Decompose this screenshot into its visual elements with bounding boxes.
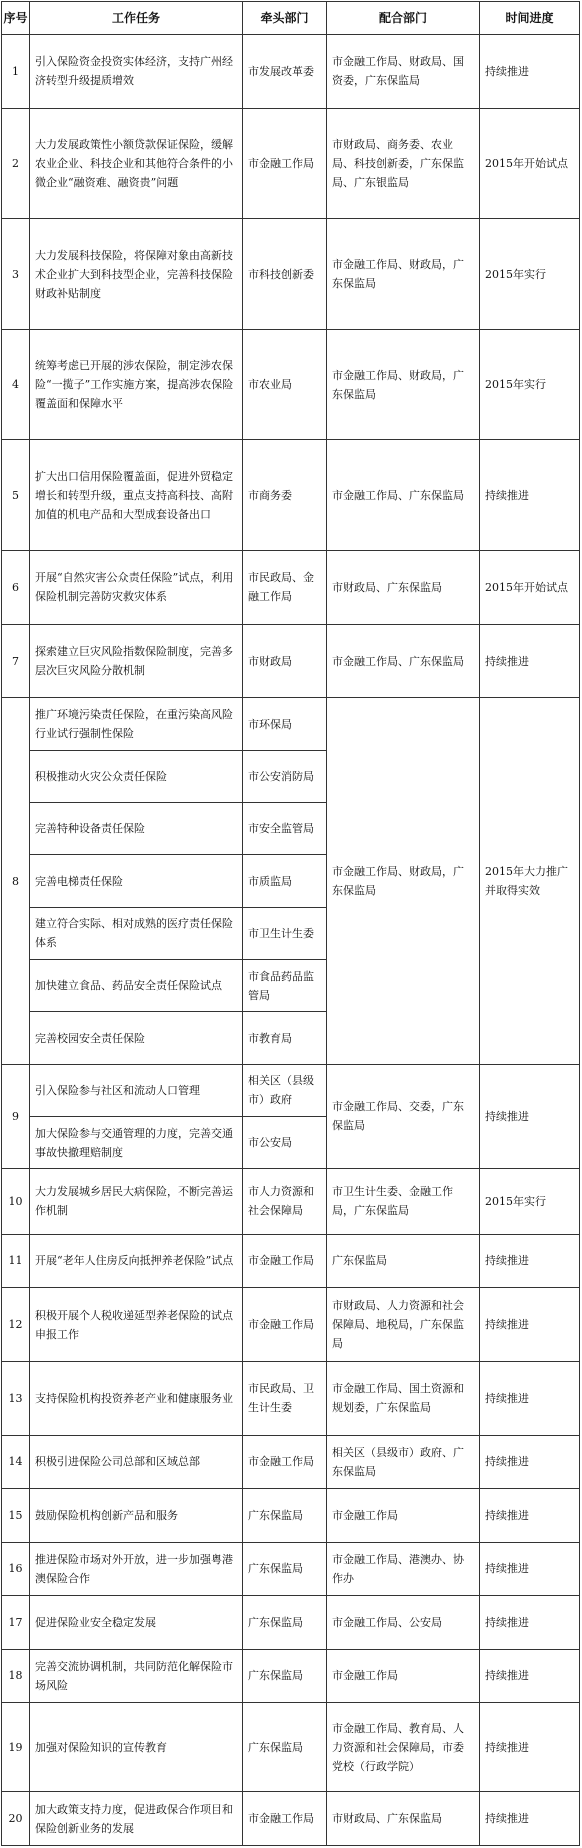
time-progress-cell <box>480 1792 580 1846</box>
row-number-text: 1 <box>12 64 19 78</box>
task-cell <box>30 698 243 750</box>
table-row <box>2 1361 580 1435</box>
lead-department-cell-text: 市卫生计生委 <box>248 926 314 940</box>
lead-department-cell-text: 市民政局、卫生计生委 <box>248 1382 314 1415</box>
header-no: 序号 <box>2 2 30 35</box>
lead-department-cell <box>243 803 327 855</box>
cooperating-departments-cell <box>327 1234 480 1288</box>
lead-department-cell-text: 市质监局 <box>248 874 292 888</box>
row-number-text: 8 <box>12 874 19 888</box>
lead-department-cell-text: 广东保监局 <box>248 1562 303 1576</box>
task-cell <box>30 1649 243 1703</box>
time-progress-cell <box>480 698 580 1064</box>
row-number-text: 16 <box>8 1562 23 1576</box>
lead-department-cell <box>243 1489 327 1543</box>
time-progress-cell-text: 持续推进 <box>485 1812 529 1826</box>
task-cell-text: 大力发展政策性小额贷款保证保险，缓解农业企业、科技企业和其他符合条件的小微企业“融资难、融资贵”问题 <box>35 138 233 189</box>
table-header-row <box>2 2 580 35</box>
row-number-text: 7 <box>12 654 19 668</box>
task-cell <box>30 219 243 330</box>
table-row <box>2 1234 580 1288</box>
row-number <box>2 440 30 551</box>
time-progress-cell <box>480 1169 580 1234</box>
task-cell <box>30 1489 243 1543</box>
cooperating-departments-cell-text: 市金融工作局、教育局、人力资源和社会保障局，市委党校（行政学院） <box>332 1721 464 1773</box>
task-cell-text: 完善电梯责任保险 <box>35 874 123 888</box>
lead-department-cell-text: 市农业局 <box>248 378 292 392</box>
task-cell <box>30 1542 243 1596</box>
task-cell-text: 建立符合实际、相对成熟的医疗责任保险体系 <box>35 917 233 950</box>
cooperating-departments-cell-text: 市财政局、商务委、农业局、科技创新委，广东保监局、广东银监局 <box>332 138 464 189</box>
time-progress-cell <box>480 1064 580 1169</box>
task-cell-text: 完善校园安全责任保险 <box>35 1031 145 1045</box>
time-progress-cell-text: 持续推进 <box>485 1669 529 1683</box>
cooperating-departments-cell-text: 广东保监局 <box>332 1254 387 1268</box>
cooperating-departments-cell <box>327 108 480 219</box>
cooperating-departments-cell-text: 市金融工作局、财政局，广东保监局 <box>332 258 464 291</box>
task-cell <box>30 855 243 907</box>
time-progress-cell-text: 持续推进 <box>485 1562 529 1576</box>
time-progress-cell <box>480 329 580 440</box>
time-progress-cell <box>480 1489 580 1543</box>
lead-department-cell-text: 市科技创新委 <box>248 267 314 281</box>
table-row <box>2 551 580 625</box>
lead-department-cell <box>243 1288 327 1362</box>
table-row <box>2 1649 580 1703</box>
row-number <box>2 1703 30 1792</box>
time-progress-cell-text: 持续推进 <box>485 1615 529 1629</box>
time-progress-cell <box>480 1703 580 1792</box>
row-number-text: 19 <box>8 1740 23 1754</box>
time-progress-cell-text: 持续推进 <box>485 1254 529 1268</box>
cooperating-departments-cell <box>327 440 480 551</box>
lead-department-cell <box>243 750 327 802</box>
header-lead: 牵头部门 <box>243 2 327 35</box>
task-cell <box>30 1234 243 1288</box>
task-cell-text: 扩大出口信用保险覆盖面，促进外贸稳定增长和转型升级，重点支持高科技、高附加值的机电产品和大型成套设备出口 <box>35 469 233 521</box>
lead-department-cell-text: 市金融工作局 <box>248 157 314 170</box>
lead-department-cell <box>243 219 327 330</box>
task-cell <box>30 803 243 855</box>
row-number <box>2 219 30 330</box>
lead-department-cell-text: 广东保监局 <box>248 1740 303 1754</box>
cooperating-departments-cell <box>327 1542 480 1596</box>
task-cell-text: 促进保险业安全稳定发展 <box>35 1615 156 1629</box>
task-cell <box>30 624 243 698</box>
lead-department-cell-text: 市教育局 <box>248 1031 292 1045</box>
lead-department-cell <box>243 960 327 1012</box>
cooperating-departments-cell <box>327 1361 480 1435</box>
table-row <box>2 1703 580 1792</box>
lead-department-cell-text: 市环保局 <box>248 717 292 731</box>
task-cell-text: 开展“自然灾害公众责任保险”试点，利用保险机制完善防灾救灾体系 <box>35 571 234 604</box>
row-number <box>2 108 30 219</box>
table-row <box>2 1435 580 1489</box>
task-cell <box>30 1792 243 1846</box>
row-number-text: 12 <box>8 1318 23 1332</box>
lead-department-cell <box>243 1361 327 1435</box>
lead-department-cell <box>243 624 327 698</box>
lead-department-cell <box>243 1596 327 1650</box>
time-progress-cell <box>480 1649 580 1703</box>
cooperating-departments-cell-text: 市财政局、广东保监局 <box>332 580 442 594</box>
lead-department-cell-text: 市安全监管局 <box>248 822 314 836</box>
row-number <box>2 1489 30 1543</box>
task-cell <box>30 1361 243 1435</box>
time-progress-cell-text: 2015年大力推广并取得实效 <box>485 865 568 898</box>
lead-department-cell <box>243 35 327 109</box>
cooperating-departments-cell-text: 市金融工作局 <box>332 1508 398 1522</box>
table-body <box>2 35 580 1846</box>
time-progress-cell <box>480 551 580 625</box>
cooperating-departments-cell-text: 市金融工作局、广东保监局 <box>332 654 464 668</box>
time-progress-cell-text: 2015年实行 <box>485 267 546 281</box>
table-row <box>2 1792 580 1846</box>
time-progress-cell <box>480 1234 580 1288</box>
lead-department-cell <box>243 1234 327 1288</box>
lead-department-cell-text: 市金融工作局 <box>248 1812 314 1826</box>
header-coop: 配合部门 <box>327 2 480 35</box>
lead-department-cell-text: 广东保监局 <box>248 1669 303 1683</box>
row-number <box>2 1288 30 1362</box>
lead-department-cell <box>243 855 327 907</box>
time-progress-cell-text: 持续推进 <box>485 1455 529 1469</box>
row-number <box>2 551 30 625</box>
task-cell-text: 鼓励保险机构创新产品和服务 <box>35 1508 178 1522</box>
task-cell-text: 引入保险资金投资实体经济，支持广州经济转型升级提质增效 <box>35 55 233 88</box>
cooperating-departments-cell-text: 市金融工作局、公安局 <box>332 1615 442 1629</box>
lead-department-cell-text: 相关区（县级市）政府 <box>248 1074 314 1107</box>
lead-department-cell-text: 市公安消防局 <box>248 769 314 783</box>
time-progress-cell <box>480 1361 580 1435</box>
cooperating-departments-cell-text: 市财政局、人力资源和社会保障局、地税局，广东保监局 <box>332 1299 464 1351</box>
time-progress-cell <box>480 1435 580 1489</box>
cooperating-departments-cell-text: 市金融工作局、财政局，广东保监局 <box>332 865 464 898</box>
time-progress-cell-text: 持续推进 <box>485 654 529 668</box>
row-number <box>2 1792 30 1846</box>
cooperating-departments-cell <box>327 1288 480 1362</box>
time-progress-cell-text: 持续推进 <box>485 1391 529 1405</box>
row-number <box>2 329 30 440</box>
lead-department-cell <box>243 1169 327 1234</box>
row-number <box>2 624 30 698</box>
lead-department-cell <box>243 907 327 959</box>
lead-department-cell <box>243 108 327 219</box>
time-progress-cell <box>480 440 580 551</box>
lead-department-cell-text: 市公安局 <box>248 1136 292 1150</box>
cooperating-departments-cell <box>327 1649 480 1703</box>
table-row <box>2 1288 580 1362</box>
lead-department-cell-text: 市金融工作局 <box>248 1455 314 1469</box>
row-number-text: 10 <box>8 1194 23 1208</box>
row-number <box>2 1169 30 1234</box>
table-row <box>2 440 580 551</box>
lead-department-cell <box>243 1012 327 1064</box>
task-cell-text: 推进保险市场对外开放，进一步加强粤港澳保险合作 <box>35 1552 233 1585</box>
lead-department-cell <box>243 1649 327 1703</box>
row-number <box>2 1064 30 1169</box>
task-cell <box>30 907 243 959</box>
task-cell-text: 加强对保险知识的宣传教育 <box>35 1740 167 1754</box>
cooperating-departments-cell <box>327 219 480 330</box>
time-progress-cell-text: 2015年开始试点 <box>485 580 568 594</box>
lead-department-cell-text: 市财政局 <box>248 654 292 668</box>
task-cell-text: 完善交流协调机制，共同防范化解保险市场风险 <box>35 1659 233 1692</box>
task-cell <box>30 1596 243 1650</box>
task-cell-text: 大力发展科技保险，将保障对象由高新技术企业扩大到科技型企业，完善科技保险财政补贴制度 <box>35 248 233 300</box>
cooperating-departments-cell-text: 市金融工作局、港澳办、协作办 <box>332 1552 464 1585</box>
time-progress-cell-text: 2015年开始试点 <box>485 157 568 170</box>
time-progress-cell-text: 持续推进 <box>485 1508 529 1522</box>
lead-department-cell-text: 市人力资源和社会保障局 <box>248 1185 314 1218</box>
task-cell <box>30 440 243 551</box>
lead-department-cell <box>243 1792 327 1846</box>
cooperating-departments-cell <box>327 1064 480 1169</box>
header-task: 工作任务 <box>30 2 243 35</box>
lead-department-cell <box>243 440 327 551</box>
lead-department-cell <box>243 1064 327 1116</box>
time-progress-cell-text: 2015年实行 <box>485 1194 546 1208</box>
row-number <box>2 698 30 1064</box>
time-progress-cell-text: 持续推进 <box>485 64 529 78</box>
row-number-text: 5 <box>12 488 19 502</box>
row-number <box>2 1649 30 1703</box>
table-row <box>2 624 580 698</box>
cooperating-departments-cell <box>327 1489 480 1543</box>
table-row <box>2 108 580 219</box>
task-cell-text: 完善特种设备责任保险 <box>35 822 145 836</box>
table-row <box>2 219 580 330</box>
row-number-text: 9 <box>12 1109 19 1123</box>
task-cell <box>30 35 243 109</box>
cooperating-departments-cell-text: 相关区（县级市）政府、广东保监局 <box>332 1445 464 1478</box>
row-number-text: 18 <box>8 1669 23 1683</box>
task-cell <box>30 1435 243 1489</box>
lead-department-cell <box>243 329 327 440</box>
lead-department-cell-text: 市金融工作局 <box>248 1318 314 1332</box>
cooperating-departments-cell <box>327 1703 480 1792</box>
table-row <box>2 1169 580 1234</box>
time-progress-cell <box>480 35 580 109</box>
cooperating-departments-cell-text: 市金融工作局、国土资源和规划委，广东保监局 <box>332 1382 464 1415</box>
task-cell <box>30 750 243 802</box>
cooperating-departments-cell-text: 市金融工作局、财政局、国资委，广东保监局 <box>332 55 464 88</box>
task-cell <box>30 108 243 219</box>
table-row <box>2 1489 580 1543</box>
table-row <box>2 1542 580 1596</box>
row-number-text: 6 <box>12 580 19 594</box>
task-cell <box>30 1064 243 1116</box>
row-number-text: 15 <box>8 1508 23 1522</box>
time-progress-cell <box>480 108 580 219</box>
table-row <box>2 1596 580 1650</box>
lead-department-cell-text: 市金融工作局 <box>248 1254 314 1268</box>
row-number-text: 11 <box>8 1254 23 1268</box>
table-row <box>2 698 580 750</box>
table-row <box>2 329 580 440</box>
time-progress-cell-text: 持续推进 <box>485 1109 529 1123</box>
task-cell <box>30 329 243 440</box>
cooperating-departments-cell-text: 市卫生计生委、金融工作局，广东保监局 <box>332 1185 453 1218</box>
lead-department-cell-text: 广东保监局 <box>248 1615 303 1629</box>
cooperating-departments-cell <box>327 698 480 1064</box>
task-cell-text: 探索建立巨灾风险指数保险制度，完善多层次巨灾风险分散机制 <box>35 645 233 678</box>
cooperating-departments-cell <box>327 1169 480 1234</box>
lead-department-cell-text: 市商务委 <box>248 488 292 502</box>
row-number <box>2 1361 30 1435</box>
task-cell-text: 推广环境污染责任保险，在重污染高风险行业试行强制性保险 <box>35 708 233 741</box>
row-number-text: 20 <box>8 1812 23 1826</box>
cooperating-departments-cell-text: 市财政局、广东保监局 <box>332 1812 442 1826</box>
lead-department-cell <box>243 1435 327 1489</box>
row-number <box>2 1234 30 1288</box>
lead-department-cell-text: 广东保监局 <box>248 1508 303 1522</box>
row-number-text: 3 <box>12 267 19 281</box>
cooperating-departments-cell <box>327 1596 480 1650</box>
task-cell-text: 加大保险参与交通管理的力度，完善交通事故快撤理赔制度 <box>35 1126 233 1159</box>
task-cell <box>30 1169 243 1234</box>
task-cell <box>30 1116 243 1168</box>
time-progress-cell-text: 持续推进 <box>485 488 529 502</box>
cooperating-departments-cell <box>327 624 480 698</box>
task-cell <box>30 1012 243 1064</box>
row-number-text: 14 <box>8 1455 23 1469</box>
row-number-text: 2 <box>12 157 19 170</box>
time-progress-cell-text: 持续推进 <box>485 1740 529 1754</box>
time-progress-cell <box>480 624 580 698</box>
cooperating-departments-cell <box>327 35 480 109</box>
time-progress-cell <box>480 1542 580 1596</box>
task-cell-text: 加快建立食品、药品安全责任保险试点 <box>35 979 222 993</box>
table-row <box>2 1064 580 1116</box>
row-number <box>2 1435 30 1489</box>
cooperating-departments-cell-text: 市金融工作局、财政局，广东保监局 <box>332 368 464 401</box>
task-cell-text: 积极推动火灾公众责任保险 <box>35 769 167 783</box>
row-number <box>2 1542 30 1596</box>
lead-department-cell <box>243 1542 327 1596</box>
task-cell-text: 大力发展城乡居民大病保险，不断完善运作机制 <box>35 1185 233 1218</box>
cooperating-departments-cell <box>327 551 480 625</box>
lead-department-cell-text: 市食品药品监管局 <box>248 969 314 1002</box>
table-row <box>2 35 580 109</box>
time-progress-cell <box>480 1596 580 1650</box>
row-number-text: 17 <box>8 1615 23 1629</box>
row-number <box>2 35 30 109</box>
header-time: 时间进度 <box>480 2 580 35</box>
task-cell-text: 引入保险参与社区和流动人口管理 <box>35 1083 200 1097</box>
time-progress-cell-text: 持续推进 <box>485 1318 529 1332</box>
task-cell <box>30 960 243 1012</box>
time-progress-cell-text: 2015年实行 <box>485 378 546 392</box>
time-progress-cell <box>480 1288 580 1362</box>
lead-department-cell-text: 市民政局、金融工作局 <box>248 571 314 604</box>
lead-department-cell <box>243 551 327 625</box>
task-cell-text: 加大政策支持力度，促进政保合作项目和保险创新业务的发展 <box>35 1802 233 1835</box>
task-table <box>1 1 580 1846</box>
cooperating-departments-cell-text: 市金融工作局 <box>332 1669 398 1683</box>
task-cell-text: 开展“老年人住房反向抵押养老保险”试点 <box>35 1254 234 1268</box>
task-cell-text: 支持保险机构投资养老产业和健康服务业 <box>35 1391 233 1405</box>
cooperating-departments-cell-text: 市金融工作局、交委，广东保监局 <box>332 1100 464 1133</box>
row-number <box>2 1596 30 1650</box>
cooperating-departments-cell-text: 市金融工作局、广东保监局 <box>332 488 464 502</box>
lead-department-cell <box>243 698 327 750</box>
task-cell-text: 统筹考虑已开展的涉农保险，制定涉农保险“一揽子”工作实施方案，提高涉农保险覆盖面和保障水平 <box>35 359 234 411</box>
task-cell <box>30 1703 243 1792</box>
row-number-text: 13 <box>8 1391 23 1405</box>
cooperating-departments-cell <box>327 1435 480 1489</box>
lead-department-cell-text: 市发展改革委 <box>248 64 314 78</box>
lead-department-cell <box>243 1116 327 1168</box>
cooperating-departments-cell <box>327 1792 480 1846</box>
task-cell <box>30 1288 243 1362</box>
task-cell-text: 积极开展个人税收递延型养老保险的试点申报工作 <box>35 1308 233 1341</box>
task-cell <box>30 551 243 625</box>
cooperating-departments-cell <box>327 329 480 440</box>
row-number-text: 4 <box>12 378 19 392</box>
lead-department-cell <box>243 1703 327 1792</box>
time-progress-cell <box>480 219 580 330</box>
task-cell-text: 积极引进保险公司总部和区域总部 <box>35 1455 200 1469</box>
